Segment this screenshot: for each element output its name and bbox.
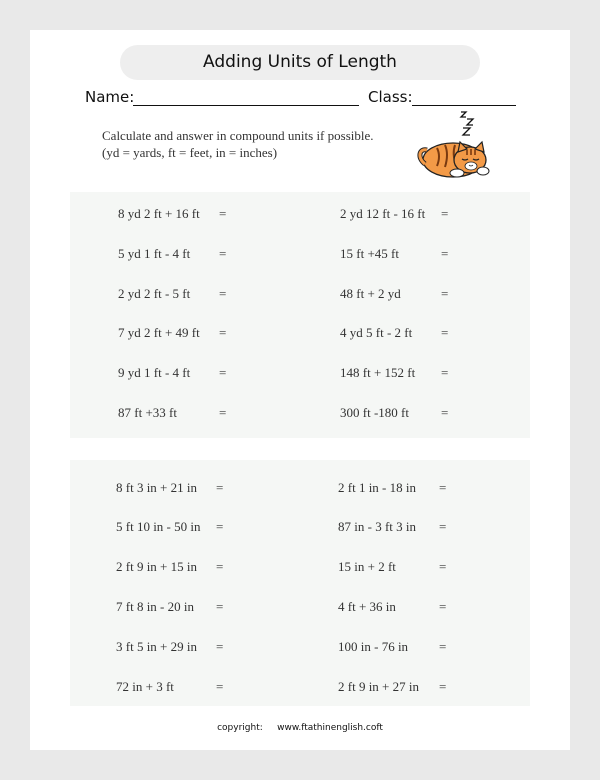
problem-item: 7 yd 2 ft + 49 ft [118,325,200,340]
problem-item: 87 in - 3 ft 3 in [338,519,416,534]
problem-item: 2 ft 9 in + 15 in [116,559,197,574]
equals-sign: = [439,599,447,614]
equals-sign: = [439,480,447,495]
equals-sign: = [439,559,447,574]
problem-item: 8 ft 3 in + 21 in [116,480,197,495]
equals-sign: = [441,325,449,340]
instructions-line-2: (yd = yards, ft = feet, in = inches) [102,145,278,160]
problem-item: 9 yd 1 ft - 4 ft [118,365,191,380]
equals-sign: = [219,365,227,380]
equals-sign: = [441,405,449,420]
worksheet-title: Adding Units of Length [120,45,480,80]
equals-sign: = [439,639,447,654]
instructions-line-1: Calculate and answer in compound units if possible. [102,128,374,143]
equals-sign: = [219,286,227,301]
name-write-line [133,105,359,106]
problem-item: 2 yd 12 ft - 16 ft [340,206,426,221]
problem-item: 148 ft + 152 ft [340,365,416,380]
equals-sign: = [441,206,449,221]
copyright-label: copyright: [217,723,263,733]
problem-panel-feet-inches [70,460,530,706]
equals-sign: = [219,405,227,420]
equals-sign: = [441,365,449,380]
equals-sign: = [219,206,227,221]
problem-panel-yards-feet [70,192,530,438]
problem-item: 5 ft 10 in - 50 in [116,519,201,534]
problem-item: 87 ft +33 ft [118,405,177,420]
worksheet-page [30,30,570,750]
problem-item: 2 ft 1 in - 18 in [338,480,416,495]
problem-item: 3 ft 5 in + 29 in [116,639,197,654]
equals-sign: = [441,286,449,301]
problem-item: 4 ft + 36 in [338,599,396,614]
problem-item: 15 in + 2 ft [338,559,396,574]
equals-sign: = [219,246,227,261]
problem-item: 4 yd 5 ft - 2 ft [340,325,413,340]
equals-sign: = [216,639,224,654]
name-label: Name: [85,88,135,106]
footer-site: www.ftathinenglish.coft [277,723,383,733]
equals-sign: = [216,679,224,694]
equals-sign: = [439,679,447,694]
problem-item: 100 in - 76 in [338,639,409,654]
equals-sign: = [216,559,224,574]
problem-item: 5 yd 1 ft - 4 ft [118,246,191,261]
problem-item: 48 ft + 2 yd [340,286,401,301]
equals-sign: = [216,519,224,534]
instructions [102,127,374,161]
equals-sign: = [216,480,224,495]
problem-item: 15 ft +45 ft [340,246,399,261]
problem-item: 8 yd 2 ft + 16 ft [118,206,200,221]
sleeping-cat-icon [415,108,490,183]
class-write-line [412,105,516,106]
problem-item: 7 ft 8 in - 20 in [116,599,194,614]
problem-item: 2 yd 2 ft - 5 ft [118,286,191,301]
equals-sign: = [439,519,447,534]
equals-sign: = [219,325,227,340]
equals-sign: = [441,246,449,261]
problem-item: 72 in + 3 ft [116,679,174,694]
class-label: Class: [368,88,413,106]
problem-item: 300 ft -180 ft [340,405,409,420]
problem-item: 2 ft 9 in + 27 in [338,679,419,694]
footer-copyright [30,723,570,733]
equals-sign: = [216,599,224,614]
